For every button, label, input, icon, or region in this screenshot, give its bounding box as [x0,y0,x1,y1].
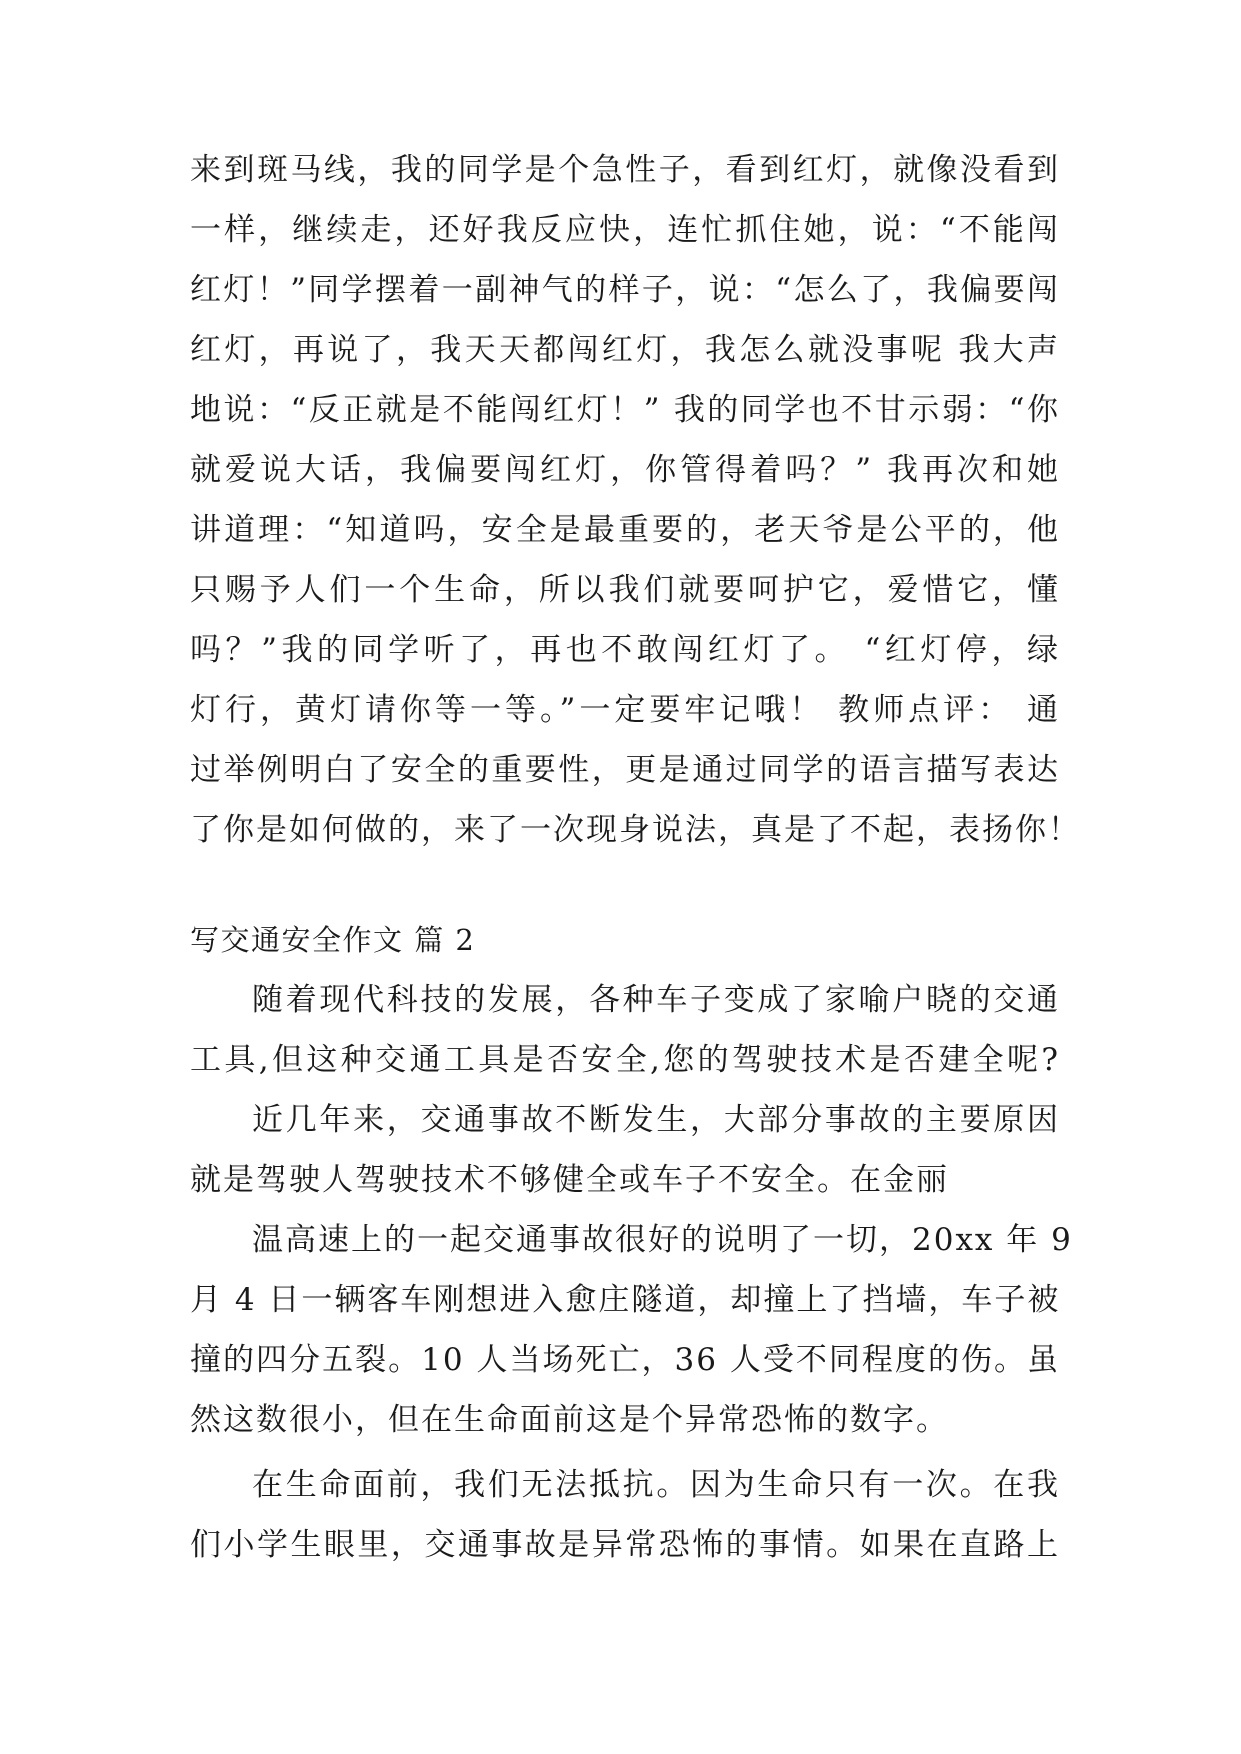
text-line: 们小学生眼里，交通事故是异常恐怖的事情。如果在直路上 [190,1527,1060,1563]
text-line: 就是驾驶人驾驶技术不够健全或车子不安全。在金丽 [190,1162,949,1198]
text-line: 在生命面前，我们无法抵抗。因为生命只有一次。在我 [252,1467,1060,1503]
text-line: 月 4 日一辆客车刚想进入愈庄隧道，却撞上了挡墙，车子被 [190,1282,1061,1318]
text-line: 来到斑马线，我的同学是个急性子，看到红灯，就像没看到 [190,152,1060,188]
text-line: 地说：“反正就是不能闯红灯！” 我的同学也不甘示弱：“你 [190,392,1060,428]
text-line: 了你是如何做的，来了一次现身说法，真是了不起，表扬你！ [190,812,1081,848]
text-line: 一样，继续走，还好我反应快，连忙抓住她，说：“不能闯 [190,212,1060,248]
text-line: 然这数很小，但在生命面前这是个异常恐怖的数字。 [190,1402,949,1438]
text-line: 温高速上的一起交通事故很好的说明了一切，20xx 年 9 [252,1222,1073,1258]
text-line: 随着现代科技的发展，各种车子变成了家喻户晓的交通 [252,982,1060,1018]
text-line: 吗？”我的同学听了，再也不敢闯红灯了。 “红灯停，绿 [190,632,1060,668]
text-line: 讲道理：“知道吗，安全是最重要的，老天爷是公平的，他 [190,512,1060,548]
text-line: 过举例明白了安全的重要性，更是通过同学的语言描写表达 [190,752,1060,788]
text-line: 红灯，再说了，我天天都闯红灯，我怎么就没事呢 我大声 [190,332,1060,368]
text-line: 就爱说大话，我偏要闯红灯，你管得着吗？” 我再次和她 [190,452,1060,488]
text-line: 只赐予人们一个生命，所以我们就要呵护它，爱惜它，懂 [190,572,1060,608]
text-line: 撞的四分五裂。10 人当场死亡，36 人受不同程度的伤。虽 [190,1342,1060,1378]
text-line: 近几年来，交通事故不断发生，大部分事故的主要原因 [252,1102,1060,1138]
section-heading: 写交通安全作文 篇 2 [190,923,476,957]
text-line: 工具,但这种交通工具是否安全,您的驾驶技术是否建全呢? [190,1042,1060,1078]
text-line: 灯行，黄灯请你等一等。”一定要牢记哦！ 教师点评： 通 [190,692,1060,728]
text-line: 红灯！”同学摆着一副神气的样子，说：“怎么了，我偏要闯 [190,272,1060,308]
